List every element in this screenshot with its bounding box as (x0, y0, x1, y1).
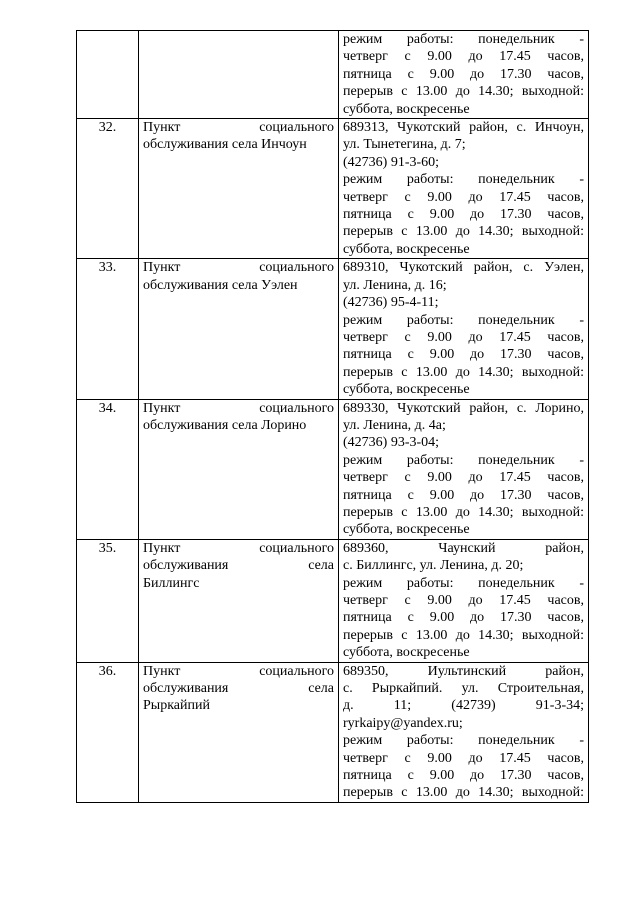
contact-line: перерыв с 13.00 до 14.30; выходной: (343, 224, 584, 240)
contact-line: четверг с 9.00 до 17.45 часов, (343, 593, 584, 608)
contact-line: (42736) 95-4-11; (343, 295, 439, 311)
contact-line: перерыв с 13.00 до 14.30; выходной: (343, 504, 584, 520)
row-number: 34. (98, 400, 117, 416)
service-name-line: обслуживания села Уэлен (143, 277, 298, 293)
service-name-cell (139, 259, 339, 399)
service-name-cell (139, 399, 339, 539)
table-row (77, 539, 589, 662)
row-number-cell (77, 399, 139, 539)
contact-line: 689330, Чукотский район, с. Лорино, (343, 400, 584, 416)
contact-line: пятница с 9.00 до 17.30 часов, (343, 768, 584, 784)
contact-line: ryrkaipy@yandex.ru; (343, 715, 463, 731)
contact-line: д. 11; (42739) 91-3-34; (343, 698, 584, 714)
contact-line: ул. Ленина, д. 4а; (343, 417, 446, 433)
contact-line: режим работы: понедельник - (343, 575, 584, 591)
contact-line: (42736) 93-3-04; (343, 435, 440, 451)
contact-line: пятница с 9.00 до 17.30 часов, (343, 347, 584, 363)
contact-line: четверг с 9.00 до 17.45 часов, (343, 750, 584, 766)
row-number-cell (77, 662, 139, 802)
service-name-line: Рыркайпий (143, 698, 210, 714)
contact-line: перерыв с 13.00 до 14.30; выходной: (343, 785, 584, 801)
contact-line: режим работы: понедельник - (343, 172, 584, 188)
row-number-cell (77, 119, 139, 259)
table-row (77, 119, 589, 259)
row-number: 35. (98, 540, 117, 556)
service-name-line: Пункт социального (143, 540, 334, 556)
contact-line: 689360, Чаунский район, (343, 540, 584, 556)
service-name-cell (139, 662, 339, 802)
service-name-cell (139, 31, 339, 119)
contact-info-cell (339, 399, 589, 539)
social-service-points-table (76, 30, 589, 803)
row-number-cell (77, 259, 139, 399)
contact-line: (42736) 91-3-60; (343, 154, 440, 170)
row-number: 36. (98, 663, 117, 679)
service-name-cell (139, 119, 339, 259)
contact-info-cell (339, 539, 589, 662)
contact-line: пятница с 9.00 до 17.30 часов, (343, 487, 584, 503)
contact-line: четверг с 9.00 до 17.45 часов, (343, 189, 584, 205)
service-name-line: обслуживания села (143, 558, 334, 574)
service-name-line: Пункт социального (143, 120, 334, 136)
contact-line: перерыв с 13.00 до 14.30; выходной: (343, 84, 584, 100)
contact-line: с. Рыркайпий. ул. Строительная, (343, 681, 584, 697)
contact-info-cell (339, 259, 589, 399)
contact-line: ул. Тынетегина, д. 7; (343, 137, 466, 153)
row-number: 32. (98, 120, 117, 136)
contact-line: 689313, Чукотский район, с. Инчоун, (343, 120, 584, 136)
service-name-line: Пункт социального (143, 260, 334, 276)
contact-line: перерыв с 13.00 до 14.30; выходной: (343, 627, 584, 643)
table-row (77, 31, 589, 119)
contact-line: режим работы: понедельник - (343, 312, 584, 328)
contact-line: пятница с 9.00 до 17.30 часов, (343, 207, 584, 223)
contact-info-cell (339, 119, 589, 259)
service-name-line: обслуживания села Инчоун (143, 137, 307, 153)
contact-line: пятница с 9.00 до 17.30 часов, (343, 66, 584, 82)
row-number-cell (77, 539, 139, 662)
row-number: 33. (98, 260, 117, 276)
table-row (77, 662, 589, 802)
contact-info-cell (339, 31, 589, 119)
contact-line: суббота, воскресенье (343, 382, 470, 398)
contact-line: с. Биллингс, ул. Ленина, д. 20; (343, 558, 524, 574)
contact-line: суббота, воскресенье (343, 522, 470, 538)
table-row (77, 399, 589, 539)
row-number-cell (77, 31, 139, 119)
service-name-line: Пункт социального (143, 663, 334, 679)
contact-line: пятница с 9.00 до 17.30 часов, (343, 610, 584, 626)
contact-line: четверг с 9.00 до 17.45 часов, (343, 470, 584, 486)
contact-info-cell (339, 662, 589, 802)
table-row (77, 259, 589, 399)
service-name-line: Биллингс (143, 575, 200, 591)
service-name-cell (139, 539, 339, 662)
contact-line: перерыв с 13.00 до 14.30; выходной: (343, 364, 584, 380)
contact-line: ул. Ленина, д. 16; (343, 277, 447, 293)
service-name-line: обслуживания села (143, 681, 334, 697)
contact-line: суббота, воскресенье (343, 645, 470, 661)
contact-line: 689310, Чукотский район, с. Уэлен, (343, 260, 584, 276)
service-name-line: обслуживания села Лорино (143, 417, 307, 433)
contact-line: суббота, воскресенье (343, 101, 470, 117)
contact-line: режим работы: понедельник - (343, 452, 584, 468)
contact-line: режим работы: понедельник - (343, 733, 584, 749)
contact-line: четверг с 9.00 до 17.45 часов, (343, 49, 584, 65)
service-name-line: Пункт социального (143, 400, 334, 416)
contact-line: суббота, воскресенье (343, 241, 470, 257)
contact-line: четверг с 9.00 до 17.45 часов, (343, 329, 584, 345)
contact-line: 689350, Иультинский район, (343, 663, 584, 679)
contact-line: режим работы: понедельник - (343, 32, 584, 47)
